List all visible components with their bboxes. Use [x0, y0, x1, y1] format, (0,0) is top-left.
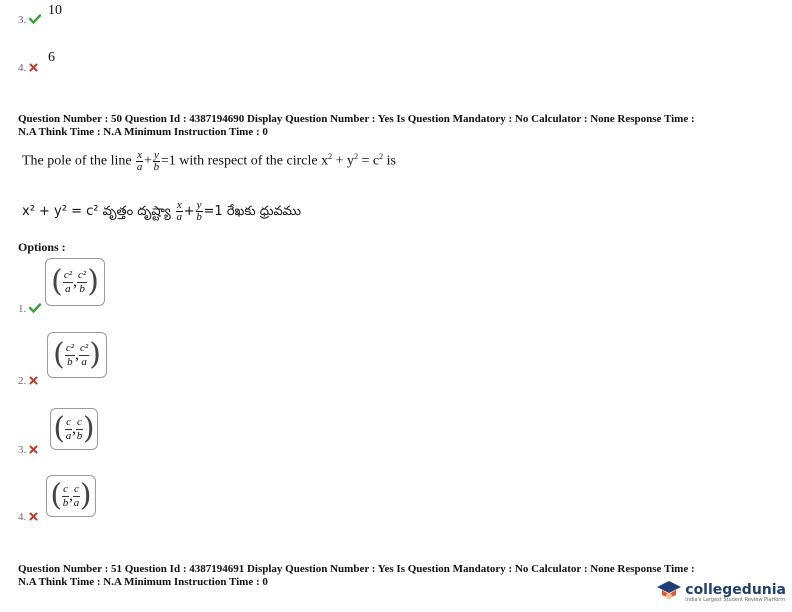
option-number-4: [18, 62, 38, 75]
wrong-cross-icon: [29, 376, 38, 388]
option-4-denominator-a: b: [62, 496, 69, 509]
option-1-numerator-b: c²: [78, 268, 87, 281]
answer-value-3: 10: [48, 3, 62, 18]
option-number-label: 2.: [18, 375, 27, 387]
fraction-y-over-b: $\frac{y}{b}$: [153, 149, 160, 173]
correct-check-icon: [29, 14, 41, 27]
wrong-cross-icon: [29, 512, 38, 524]
option-2-number: [18, 375, 38, 388]
option-3-denominator-b: b: [76, 429, 83, 442]
option-3-denominator-a: a: [65, 429, 72, 442]
option-2-denominator-a: b: [67, 355, 73, 368]
collegedunia-logo: [656, 579, 786, 606]
option-1-formula[interactable]: ( $\frac{\text{c²}}{a}$ , $\frac{\text{c²}}{b}$ ): [45, 258, 105, 306]
option-4-formula[interactable]: ( $\frac{c}{b}$ , $\frac{c}{a}$ ): [46, 475, 96, 517]
option-4-denominator-b: a: [73, 496, 80, 509]
option-2-numerator-b: c²: [80, 341, 89, 354]
fraction-y-over-b: $\frac{y}{b}$: [196, 199, 202, 223]
logo-name: collegedunia: [685, 581, 786, 598]
option-number-label: 4.: [18, 511, 27, 523]
question-text-telugu: x² + y² = c² వృత్తం దృష్ట్యా $\frac{x}{a}$ + $\frac{y}{b}$ =1 రేఖకు ధ్రువము: [22, 199, 301, 223]
option-3-formula[interactable]: ( $\frac{c}{a}$ , $\frac{c}{b}$ ): [50, 408, 98, 450]
option-3-numerator-a: c: [66, 415, 71, 428]
question-meta-line2: N.A Think Time : N.A Minimum Instruction Time : 0: [18, 126, 268, 138]
option-number-label: 3.: [18, 14, 27, 26]
fraction-x-over-a: $\frac{x}{a}$: [176, 199, 183, 223]
telugu-text-post: =1 రేఖకు ధ్రువము: [203, 204, 301, 219]
option-3-numerator-b: c: [77, 415, 82, 428]
option-2-numerator-a: c²: [65, 341, 74, 354]
question-text-pre: The pole of the line: [22, 153, 132, 169]
answer-value-4: 6: [48, 50, 55, 65]
question-meta-line1: Question Number : 50 Question Id : 4387194690 Display Question Number : Yes Is Question Mandatory : No Calculator : None Response Time :: [18, 113, 695, 125]
option-1-denominator-b: b: [79, 282, 85, 295]
option-1-numerator-a: c²: [63, 268, 72, 281]
option-number-label: 4.: [18, 62, 27, 74]
options-label: Options :: [18, 240, 66, 254]
option-4-number: [18, 511, 38, 524]
logo-tagline: India's Largest Student Review Platform: [685, 596, 786, 603]
option-number-label: 1.: [18, 303, 27, 315]
telugu-text-pre: x² + y² = c² వృత్తం దృష్ట్యా: [22, 204, 171, 219]
wrong-cross-icon: [29, 445, 38, 457]
correct-check-icon: [29, 303, 41, 316]
question-meta-line1: Question Number : 51 Question Id : 4387194691 Display Question Number : Yes Is Question Mandatory : No Calculator : None Response Time :: [18, 563, 695, 575]
option-2-formula[interactable]: ( $\frac{\text{c²}}{b}$ , $\frac{\text{c²}}{a}$ ): [47, 332, 107, 378]
option-1-number: [18, 303, 41, 316]
option-number-3: [18, 14, 41, 27]
option-3-number: [18, 444, 38, 457]
option-number-label: 3.: [18, 444, 27, 456]
question-meta-line2: N.A Think Time : N.A Minimum Instruction Time : 0: [18, 576, 268, 588]
fraction-x-over-a: $\frac{x}{a}$: [136, 149, 143, 173]
option-4-numerator-b: c: [74, 482, 79, 495]
option-1-denominator-a: a: [65, 282, 71, 295]
question-text-mid: =1 with respect of the circle x: [160, 153, 329, 169]
wrong-cross-icon: [29, 63, 38, 75]
graduation-cap-icon: [656, 579, 682, 606]
question-meta: [18, 113, 778, 139]
option-2-denominator-b: a: [81, 355, 87, 368]
question-text: The pole of the line $\frac{x}{a}$ + $\frac{y}{b}$ =1 with respect of the circle $x^2 + y^2 = c^2$ is: [22, 149, 396, 173]
option-4-numerator-a: c: [63, 482, 68, 495]
question-text-post: is: [386, 153, 396, 169]
